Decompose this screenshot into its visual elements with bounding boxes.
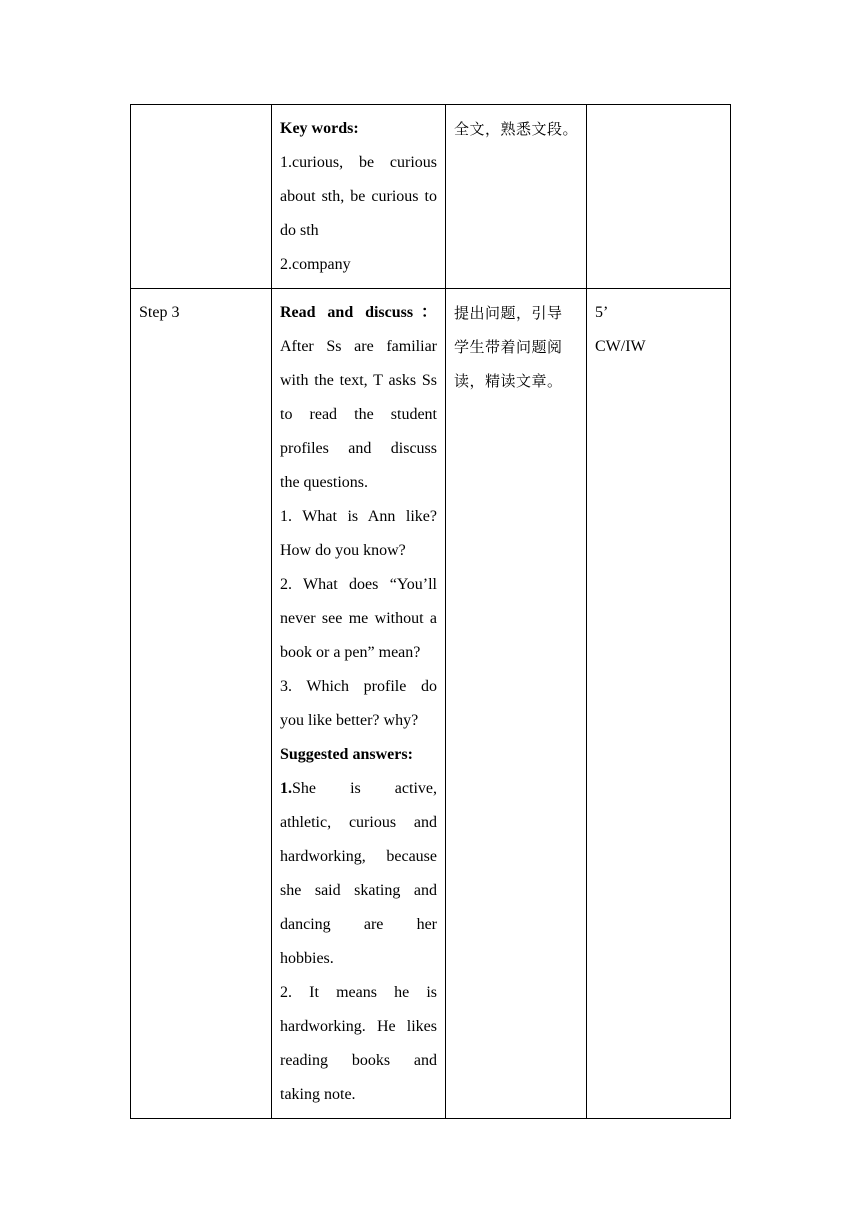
activity-line: never see me without a [280,610,437,627]
activity-line: with the text, T asks Ss [280,372,437,389]
step-label: Step 3 [139,304,180,321]
activity-cell [272,289,446,1119]
time-mode-line: 5’ [595,304,609,321]
activity-line: 3. Which profile do [280,678,437,695]
step-cell [131,105,272,289]
activity-line: about sth, be curious to [280,188,437,205]
activity-line: she said skating and [280,882,437,899]
time-mode-cell [587,105,731,289]
purpose-line: 读，精读文章。 [454,372,563,390]
activity-line: 2. It means he is [280,984,437,1001]
table-row [131,289,731,1119]
time-mode-cell [587,289,731,1119]
activity-line: you like better? why? [280,712,419,729]
activity-line: the questions. [280,474,368,491]
activity-line: Suggested answers: [280,746,413,763]
activity-line: dancing are her [280,916,437,933]
lesson-plan-body [131,105,731,1119]
purpose-line: 全文，熟悉文段。 [454,120,579,138]
activity-line: profiles and discuss [280,440,437,457]
activity-line: 1.curious, be curious [280,154,437,171]
activity-line: to read the student [280,406,437,423]
activity-line: 2. What does “You’ll [280,576,437,593]
activity-line [280,772,437,806]
activity-cell [272,105,446,289]
purpose-cell [446,289,587,1119]
step-cell [131,289,272,1119]
activity-line: do sth [280,222,319,239]
purpose-line: 学生带着问题阅 [454,338,563,356]
activity-line: Read and discuss： [280,304,437,321]
activity-line: How do you know? [280,542,406,559]
activity-line: hardworking. He likes [280,1018,437,1035]
time-mode-line: CW/IW [595,338,646,355]
activity-line: hobbies. [280,950,334,967]
activity-line: athletic, curious and [280,814,437,831]
activity-line: Key words: [280,120,359,137]
purpose-cell [446,105,587,289]
activity-line: After Ss are familiar [280,338,437,355]
answer-text: She is active, [292,780,437,797]
activity-line: taking note. [280,1086,356,1103]
activity-line: reading books and [280,1052,437,1069]
activity-line: 1. What is Ann like? [280,508,437,525]
activity-line: hardworking, because [280,848,437,865]
purpose-line: 提出问题，引导 [454,304,563,322]
lesson-plan-table [130,104,731,1119]
answer-number: 1. [280,780,292,797]
activity-line: book or a pen” mean? [280,644,421,661]
activity-line: 2.company [280,256,351,273]
table-row [131,105,731,289]
